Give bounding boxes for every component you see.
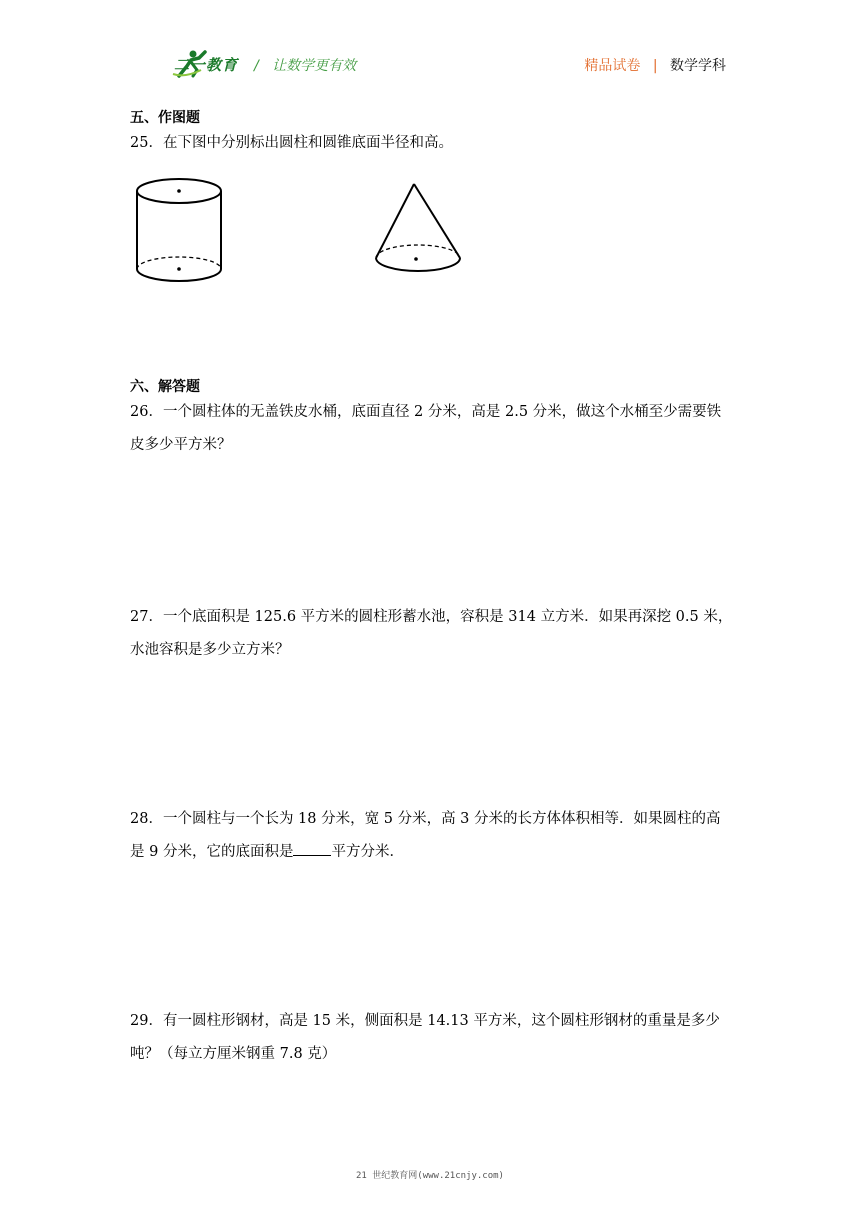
question-text-after: 平方分米． xyxy=(331,844,404,860)
question-25 xyxy=(130,127,734,160)
question-number: 29． xyxy=(130,1013,163,1029)
question-29 xyxy=(130,1005,734,1071)
cylinder-figure xyxy=(134,172,226,288)
header-divider: | xyxy=(652,58,658,74)
question-26 xyxy=(130,396,734,462)
slogan-slash: / xyxy=(254,58,259,74)
question-text: 一个圆柱体的无盖铁皮水桶，底面直径 2 分米，高是 2.5 分米，做这个水桶至少需要铁皮多少平方米？ xyxy=(130,404,722,453)
question-number: 28． xyxy=(130,811,163,827)
brand-slogan xyxy=(254,55,356,75)
subject-label: 数学学科 xyxy=(670,58,726,74)
question-number: 27． xyxy=(130,609,163,625)
question-text: 一个底面积是 125.6 平方米的圆柱形蓄水池，容积是 314 立方米．如果再深挖 0.5 米，水池容积是多少立方米？ xyxy=(130,609,733,658)
question-text: 在下图中分别标出圆柱和圆锥底面半径和高。 xyxy=(162,135,453,151)
question-text-before: 一个圆柱与一个长为 18 分米，宽 5 分米，高 3 分米的长方体体积相等．如果圆柱的高是 9 分米，它的底面积是 xyxy=(130,811,721,860)
question-text: 有一圆柱形钢材，高是 15 米，侧面积是 14.13 平方米，这个圆柱形钢材的重量是多少吨？（每立方厘米钢重 7.8 克） xyxy=(130,1013,720,1062)
cone-figure xyxy=(372,182,466,276)
brand-name: 二一教育 xyxy=(174,56,239,74)
answer-blank[interactable] xyxy=(293,841,331,856)
header-right xyxy=(584,55,726,75)
section-title-solutions: 六、解答题 xyxy=(130,379,200,395)
question-28 xyxy=(130,803,734,869)
section-title-drawing: 五、作图题 xyxy=(130,110,200,126)
quality-label: 精品试卷 xyxy=(584,58,641,74)
slogan-text: 让数学更有效 xyxy=(272,58,357,74)
question-number: 26． xyxy=(130,404,163,420)
question-number: 25． xyxy=(130,135,163,151)
question-27 xyxy=(130,601,734,667)
page-footer: 21 世纪教育网(www.21cnjy.com) xyxy=(356,1171,504,1181)
